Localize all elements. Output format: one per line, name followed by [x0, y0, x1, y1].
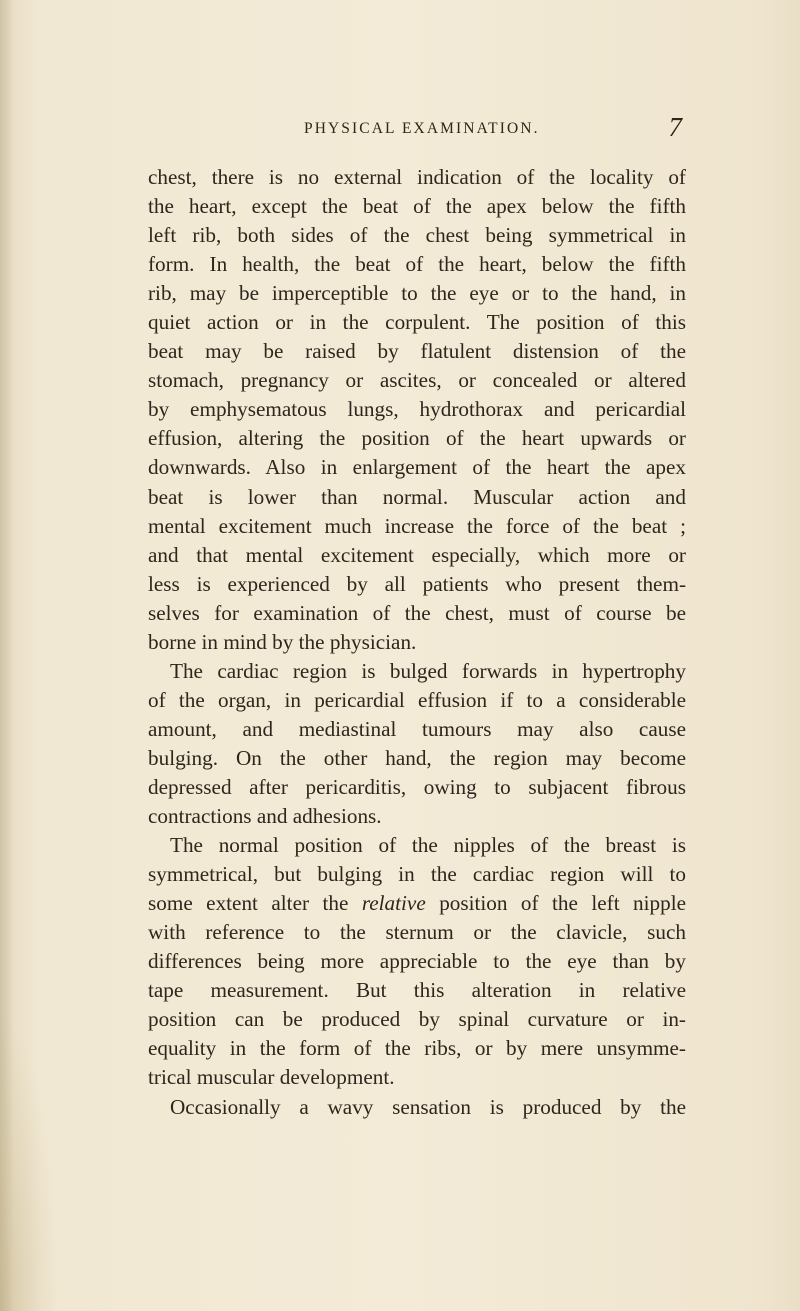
text-line: the heart, except the beat of the apex below the fifth	[148, 194, 686, 219]
running-head: PHYSICAL EXAMINATION.	[304, 120, 540, 137]
text-line: depressed after pericarditis, owing to subjacent fibrous	[148, 774, 686, 799]
page-number: 7	[668, 112, 682, 142]
italic-word: relative	[361, 891, 426, 916]
text-line: stomach, pregnancy or ascites, or concealed or altered	[148, 368, 686, 393]
text-line: position can be produced by spinal curvature or in-	[148, 1007, 686, 1032]
text-line: The normal position of the nipples of the breast is	[170, 833, 686, 858]
text-line: selves for examination of the chest, must of course be	[148, 600, 686, 625]
text-line: bulging. On the other hand, the region may become	[148, 745, 686, 770]
text-line: and that mental excitement especially, which more or	[148, 542, 686, 567]
text-line: contractions and adhesions.	[148, 804, 382, 829]
text-line: of the organ, in pericardial effusion if to a considerable	[148, 687, 686, 712]
text-line: mental excitement much increase the force of the beat ;	[148, 513, 686, 538]
text-line: The cardiac region is bulged forwards in hypertrophy	[170, 658, 686, 683]
page-header	[150, 112, 682, 147]
text-segment: some extent alter the	[148, 891, 362, 916]
text-line: chest, there is no external indication of the locality of	[148, 165, 686, 189]
text-line: by emphysematous lungs, hydrothorax and pericardial	[148, 397, 686, 422]
text-line: differences being more appreciable to the eye than by	[148, 949, 686, 974]
text-line: less is experienced by all patients who present them-	[148, 571, 686, 596]
text-line: trical muscular development.	[148, 1065, 395, 1090]
text-line: left rib, both sides of the chest being symmetrical in	[148, 223, 686, 248]
text-segment: position of the left nipple	[425, 891, 686, 916]
text-line: symmetrical, but bulging in the cardiac region will to	[148, 862, 686, 887]
text-line: equality in the form of the ribs, or by mere unsymme-	[148, 1036, 686, 1061]
text-line: Occasionally a wavy sensation is produced by the	[170, 1094, 686, 1119]
text-line: form. In health, the beat of the heart, below the fifth	[148, 252, 686, 277]
text-line: beat may be raised by flatulent distension of the	[148, 339, 686, 364]
text-line: tape measurement. But this alteration in relative	[148, 978, 686, 1003]
paragraph-2	[148, 657, 686, 831]
text-line: with reference to the sternum or the clavicle, such	[148, 920, 686, 945]
text-line: borne in mind by the physician.	[148, 629, 417, 654]
text-line-with-italic	[148, 889, 686, 918]
text-line: amount, and mediastinal tumours may also cause	[148, 716, 686, 741]
paragraph-1	[148, 163, 686, 657]
text-line: downwards. Also in enlargement of the heart the apex	[148, 455, 686, 480]
body-text	[148, 163, 686, 1122]
text-line: rib, may be imperceptible to the eye or to the hand, in	[148, 281, 686, 306]
text-line: effusion, altering the position of the heart upwards or	[148, 426, 686, 451]
page-stain	[0, 1011, 60, 1311]
text-line: beat is lower than normal. Muscular action and	[148, 484, 686, 509]
paragraph-3	[148, 831, 686, 1092]
paragraph-4	[148, 1093, 686, 1122]
text-line: quiet action or in the corpulent. The position of this	[148, 310, 686, 335]
